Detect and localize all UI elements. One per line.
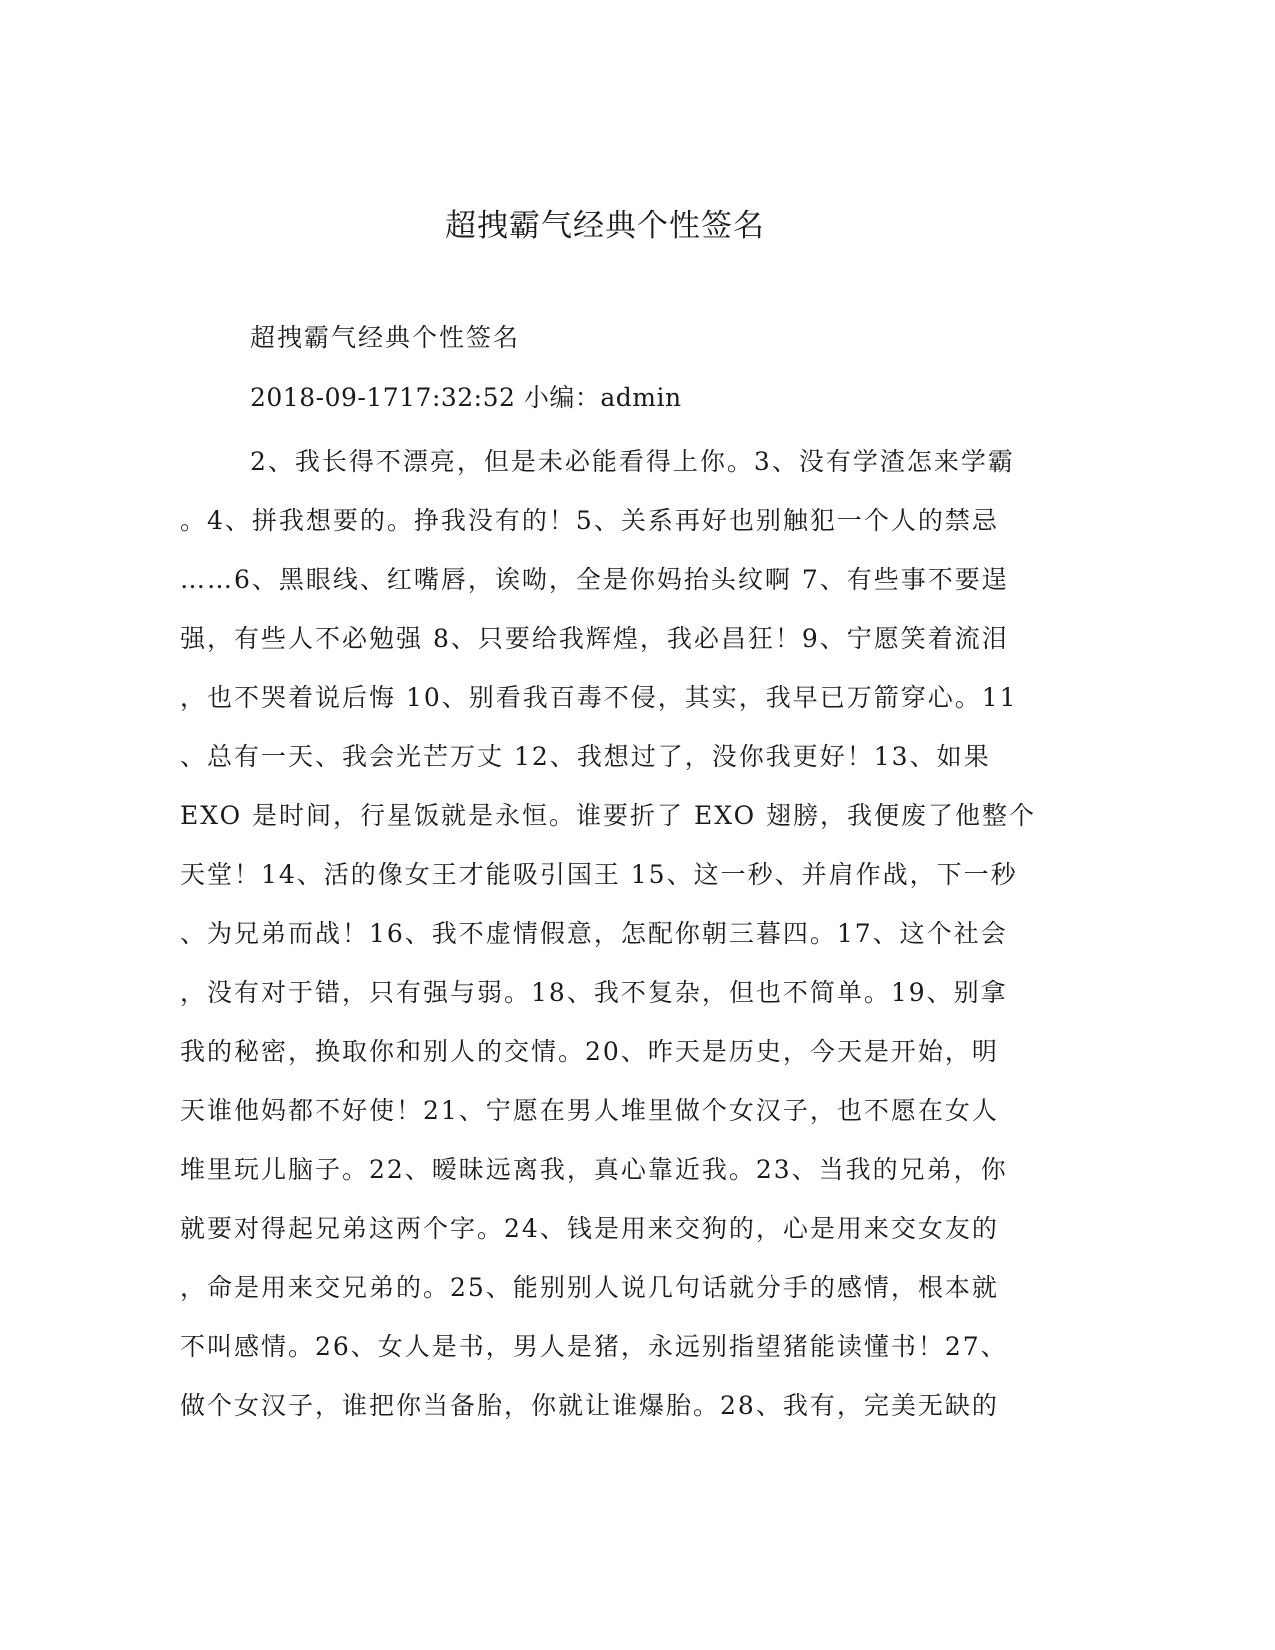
document-subtitle: 超拽霸气经典个性签名 [250, 323, 521, 352]
body-line: 天堂！14、活的像女王才能吸引国王 15、这一秒、并肩作战，下一秒 [180, 860, 1018, 889]
body-line: EXO 是时间，行星饭就是永恒。谁要折了 EXO 翅膀，我便废了他整个 [180, 801, 1037, 830]
body-line: ，命是用来交兄弟的。25、能别别人说几句话就分手的感情，根本就 [180, 1273, 999, 1302]
body-text [180, 432, 1040, 1435]
document-title: 超拽霸气经典个性签名 [445, 208, 765, 244]
body-line: 、为兄弟而战！16、我不虚情假意，怎配你朝三暮四。17、这个社会 [180, 919, 1008, 948]
body-line: 强，有些人不必勉强 8、只要给我辉煌，我必昌狂！9、宁愿笑着流泪 [180, 624, 1009, 653]
body-line: 2、我长得不漂亮，但是未必能看得上你。3、没有学渣怎来学霸 [250, 447, 1015, 476]
body-line: 堆里玩儿脑子。22、暧昧远离我，真心靠近我。23、当我的兄弟，你 [180, 1155, 1008, 1184]
body-line: ，也不哭着说后悔 10、别看我百毒不侵，其实，我早已万箭穿心。11 [180, 683, 1018, 712]
body-line: 我的秘密，换取你和别人的交情。20、昨天是历史，今天是开始，明 [180, 1037, 999, 1066]
body-line: 天谁他妈都不好使！21、宁愿在男人堆里做个女汉子，也不愿在女人 [180, 1096, 999, 1125]
body-line: ，没有对于错，只有强与弱。18、我不复杂，但也不简单。19、别拿 [180, 978, 1008, 1007]
body-line: 、总有一天、我会光芒万丈 12、我想过了，没你我更好！13、如果 [180, 742, 991, 771]
body-line: 就要对得起兄弟这两个字。24、钱是用来交狗的，心是用来交女友的 [180, 1214, 999, 1243]
body-line: ……6、黑眼线、红嘴唇，诶呦，全是你妈抬头纹啊 7、有些事不要逞 [180, 565, 1009, 594]
body-line: 。4、拼我想要的。挣我没有的！5、关系再好也别触犯一个人的禁忌 [180, 506, 999, 535]
body-line: 不叫感情。26、女人是书，男人是猪，永远别指望猪能读懂书！27、 [180, 1332, 1008, 1361]
body-line: 做个女汉子，谁把你当备胎，你就让谁爆胎。28、我有，完美无缺的 [180, 1391, 999, 1420]
publish-date-line: 2018-09-1717:32:52 小编：admin [250, 383, 682, 412]
